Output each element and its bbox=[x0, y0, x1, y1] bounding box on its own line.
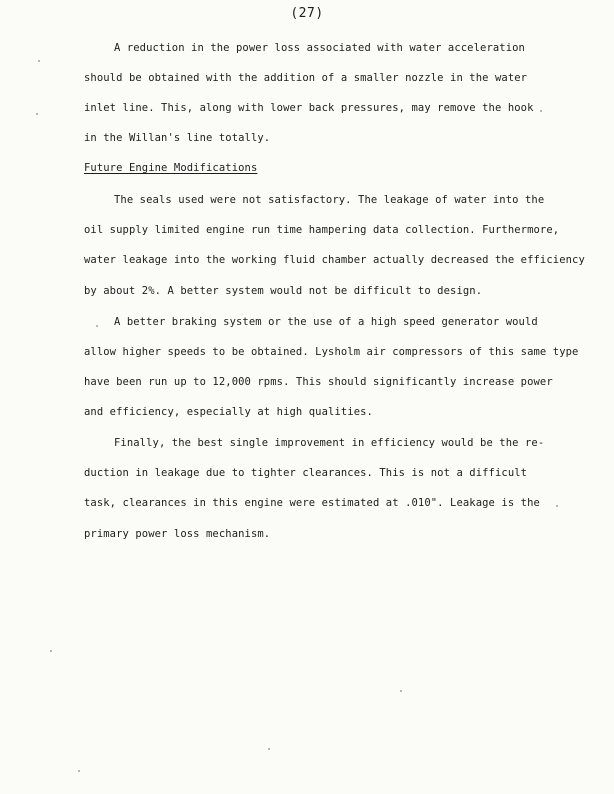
scan-speck bbox=[38, 60, 40, 62]
paragraph-1-line: A reduction in the power loss associated with water acceleration bbox=[114, 42, 525, 54]
paragraph-2-line: The seals used were not satisfactory. The leakage of water into the bbox=[114, 194, 545, 206]
paragraph-4-line: primary power loss mechanism. bbox=[84, 528, 271, 540]
scan-speck bbox=[400, 690, 402, 692]
section-heading: Future Engine Modifications bbox=[84, 162, 258, 174]
paragraph-1-line: inlet line. This, along with lower back pressures, may remove the hook bbox=[84, 102, 534, 114]
page-number: (27) bbox=[290, 6, 324, 21]
scan-speck bbox=[268, 748, 270, 750]
scan-speck bbox=[78, 770, 80, 772]
paragraph-4-line: task, clearances in this engine were estimated at .010". Leakage is the bbox=[84, 497, 540, 509]
scan-speck bbox=[540, 110, 542, 112]
paragraph-2-line: by about 2%. A better system would not be difficult to design. bbox=[84, 285, 483, 297]
paragraph-3-line: allow higher speeds to be obtained. Lysholm air compressors of this same type bbox=[84, 346, 579, 358]
paragraph-4-line: Finally, the best single improvement in efficiency would be the re- bbox=[114, 437, 545, 449]
scan-speck bbox=[50, 650, 52, 652]
paragraph-1-line: should be obtained with the addition of a smaller nozzle in the water bbox=[84, 72, 528, 84]
paragraph-2-line: oil supply limited engine run time hampering data collection. Furthermore, bbox=[84, 224, 560, 236]
paragraph-4-line: duction in leakage due to tighter clearances. This is not a difficult bbox=[84, 467, 528, 479]
paragraph-3-line: and efficiency, especially at high qualities. bbox=[84, 406, 373, 418]
paragraph-3-line: A better braking system or the use of a high speed generator would bbox=[114, 316, 538, 328]
paragraph-3-line: have been run up to 12,000 rpms. This should significantly increase power bbox=[84, 376, 553, 388]
scan-speck bbox=[556, 505, 558, 507]
paragraph-1-line: in the Willan's line totally. bbox=[84, 132, 271, 144]
paragraph-2-line: water leakage into the working fluid chamber actually decreased the efficiency bbox=[84, 254, 585, 266]
scan-speck bbox=[36, 113, 38, 115]
scan-speck bbox=[96, 325, 98, 327]
